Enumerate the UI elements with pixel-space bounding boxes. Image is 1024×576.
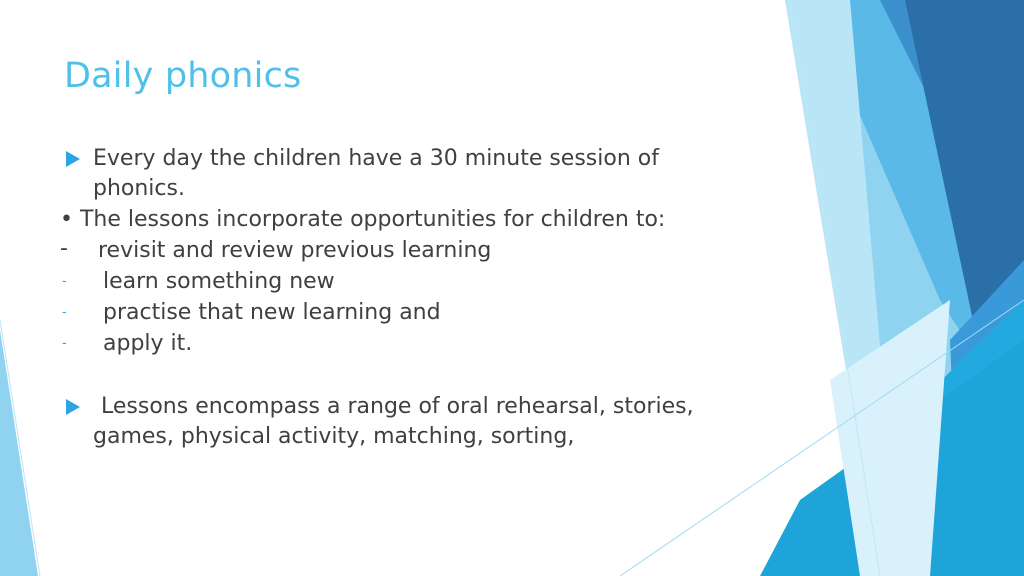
dash-marker: - (60, 236, 68, 261)
slide-title: Daily phonics (64, 56, 302, 96)
bullet-text-line: Every day the children have a 30 minute session of (93, 146, 659, 171)
dash-marker: - (62, 305, 67, 320)
sub-item-text: practise that new learning and (103, 300, 441, 325)
bullet-text-line: phonics. (93, 176, 185, 201)
dash-marker: - (62, 336, 67, 351)
dash-marker: - (62, 274, 67, 289)
arrow-bullet-icon (66, 151, 80, 167)
bullet-text-line: games, physical activity, matching, sorting, (93, 424, 575, 449)
sub-item-text: apply it. (103, 331, 193, 356)
sub-item-text: revisit and review previous learning (98, 238, 492, 263)
bullet-text-line: Lessons encompass a range of oral rehearsal, stories, (101, 394, 694, 419)
bullet-text: • The lessons incorporate opportunities for children to: (60, 207, 666, 232)
arrow-bullet-icon (66, 399, 80, 415)
sub-item-text: learn something new (103, 269, 335, 294)
